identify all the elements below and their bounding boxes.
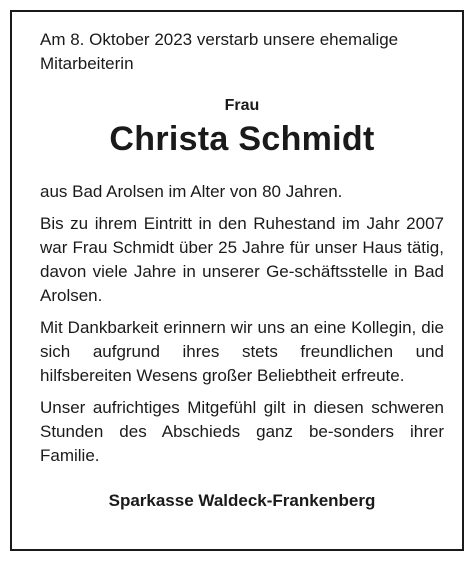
salutation: Frau (224, 97, 260, 114)
paragraph-career: Bis zu ihrem Eintritt in den Ruhestand im Jahr 2007 war Frau Schmidt über 25 Jahre für unser Haus tätig, davon viele Jahre in unserer Ge-schäftsstelle in Bad Arolsen. (40, 214, 444, 305)
paragraph-gratitude: Mit Dankbarkeit erinnern wir uns an eine Kollegin, die sich aufgrund ihres stets freundlichen und hilfsbereiten Wesens großer Beliebtheit erfreute. (40, 318, 444, 385)
intro-text: Am 8. Oktober 2023 verstarb unsere ehemalige Mitarbeiterin (40, 30, 399, 73)
paragraph-age: aus Bad Arolsen im Alter von 80 Jahren. (40, 182, 343, 201)
deceased-name: Christa Schmidt (109, 120, 375, 158)
notice-content (40, 28, 444, 512)
paragraph-condolence: Unser aufrichtiges Mitgefühl gilt in diesen schweren Stunden des Abschieds ganz be-sonders ihrer Familie. (40, 398, 444, 465)
signature: Sparkasse Waldeck-Frankenberg (108, 491, 376, 510)
